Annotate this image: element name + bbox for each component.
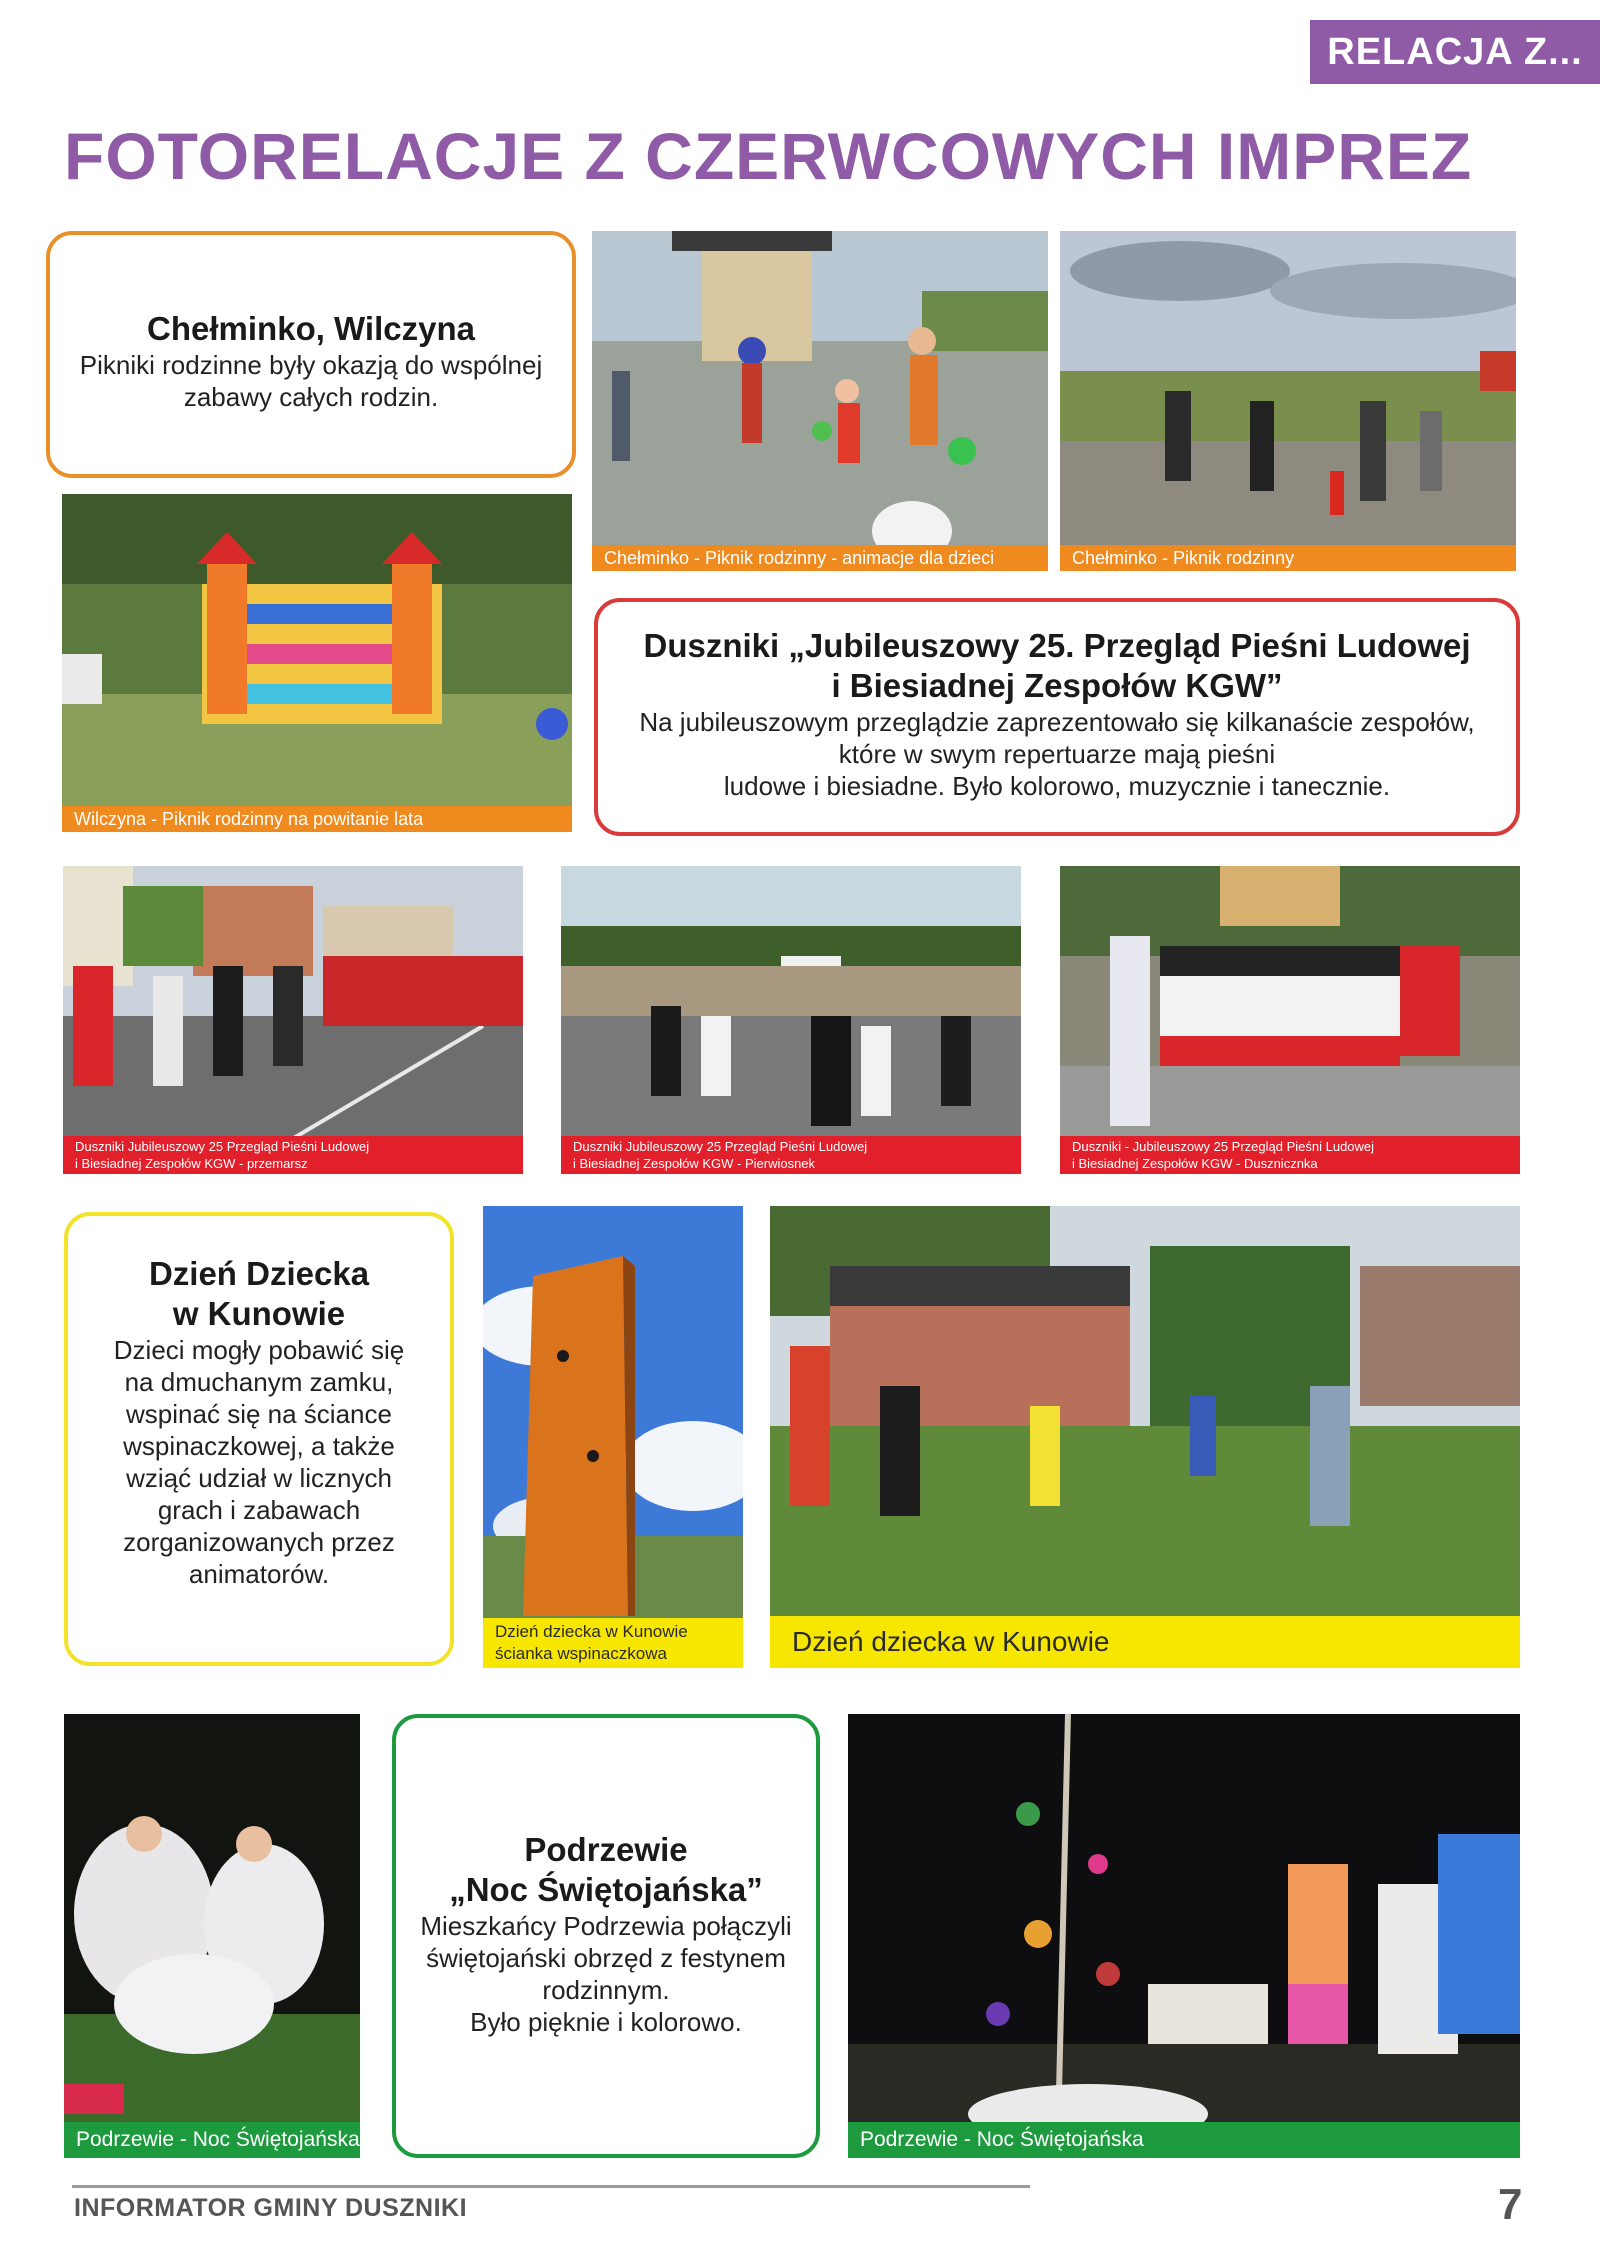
- photo-chelminko-animacje-image: [592, 231, 1048, 571]
- photo-caption-line1: Duszniki - Jubileuszowy 25 Przegląd Pieśni Ludowej: [1072, 1139, 1375, 1154]
- photo-duszniki-przemarsz: [63, 866, 523, 1174]
- section-tag: RELACJA Z...: [1310, 20, 1600, 84]
- photo-wilczyna-image: [62, 494, 572, 832]
- podrzewie-text-line1: Mieszkańcy Podrzewia połączyli świętojański obrzęd z festynem rodzinnym.: [420, 1911, 792, 2005]
- duszniki-text-line2: które w swym repertuarze mają pieśni: [838, 739, 1276, 769]
- duszniki-text-line1: Na jubileuszowym przeglądzie zaprezentowało się kilkanaście zespołów,: [639, 707, 1475, 737]
- photo-podrzewie-1-image: [64, 1714, 360, 2158]
- podrzewie-textbox: [392, 1714, 820, 2158]
- photo-duszniki-pierwiosnek: [561, 866, 1021, 1174]
- footer-divider: [72, 2185, 1030, 2188]
- podrzewie-text-line2: Było pięknie i kolorowo.: [470, 2007, 742, 2037]
- duszniki-text-line3: ludowe i biesiadne. Było kolorowo, muzycznie i tanecznie.: [723, 771, 1391, 801]
- duszniki-textbox: [594, 598, 1520, 836]
- photo-caption: [561, 1136, 1021, 1174]
- photo-caption-line2: ścianka wspinaczkowa: [495, 1644, 667, 1663]
- photo-podrzewie-1: [64, 1714, 360, 2158]
- dzien-dziecka-textbox: [64, 1212, 454, 1666]
- photo-caption-line1: Duszniki Jubileuszowy 25 Przegląd Pieśni Ludowej: [75, 1139, 370, 1154]
- footer-publication: INFORMATOR GMINY DUSZNIKI: [74, 2194, 468, 2222]
- photo-caption: [483, 1618, 743, 1668]
- photo-caption-line1: Duszniki Jubileuszowy 25 Przegląd Pieśni Ludowej: [573, 1139, 868, 1154]
- duszniki-title-line1: Duszniki „Jubileuszowy 25. Przegląd Pieśni Ludowej: [643, 627, 1471, 664]
- page-number: 7: [1498, 2180, 1523, 2229]
- photo-caption: Podrzewie - Noc Świętojańska: [848, 2122, 1520, 2158]
- photo-caption: Chełminko - Piknik rodzinny: [1060, 545, 1516, 571]
- chelminko-text: Pikniki rodzinne były okazją do wspólnej zabawy całych rodzin.: [79, 350, 543, 412]
- chelminko-textbox: [46, 231, 576, 478]
- photo-scianka-wspinaczkowa: [483, 1206, 743, 1668]
- photo-chelminko-animacje: [592, 231, 1048, 571]
- photo-caption-line2: i Biesiadnej Zespołów KGW - Pierwiosnek: [573, 1156, 816, 1171]
- dzien-dziecka-text: Dzieci mogły pobawić się na dmuchanym zamku, wspinać się na ściance wspinaczkowej, a także wziąć udział w licznych grach i zabawach zorganizowanych przez animatorów.: [113, 1335, 405, 1589]
- photo-dzien-dziecka: [770, 1206, 1520, 1668]
- photo-caption-line1: Dzień dziecka w Kunowie: [495, 1622, 688, 1641]
- photo-chelminko-piknik-image: [1060, 231, 1516, 571]
- page-title: FOTORELACJE Z CZERWCOWYCH IMPREZ: [64, 119, 1473, 193]
- photo-caption: Dzień dziecka w Kunowie: [770, 1616, 1520, 1668]
- photo-caption-line2: i Biesiadnej Zespołów KGW - Dusznicznka: [1072, 1156, 1318, 1171]
- photo-caption: [1060, 1136, 1520, 1174]
- photo-duszniki-dusznicznka-image: [1060, 866, 1520, 1174]
- photo-scianka-image: [483, 1206, 743, 1668]
- photo-chelminko-piknik: [1060, 231, 1516, 571]
- photo-caption: [63, 1136, 523, 1174]
- photo-duszniki-pierwiosnek-image: [561, 866, 1021, 1174]
- photo-podrzewie-2-image: [848, 1714, 1520, 2158]
- photo-dzien-dziecka-image: [770, 1206, 1520, 1668]
- chelminko-title: Chełminko, Wilczyna: [147, 310, 475, 347]
- photo-caption: Podrzewie - Noc Świętojańska: [64, 2122, 360, 2158]
- photo-wilczyna: [62, 494, 572, 832]
- duszniki-title-line2: i Biesiadnej Zespołów KGW”: [831, 667, 1283, 704]
- podrzewie-title-line2: „Noc Świętojańska”: [449, 1871, 763, 1908]
- dzien-dziecka-title-line2: w Kunowie: [172, 1295, 346, 1332]
- photo-podrzewie-2: [848, 1714, 1520, 2158]
- podrzewie-title-line1: Podrzewie: [524, 1831, 688, 1868]
- photo-duszniki-przemarsz-image: [63, 866, 523, 1174]
- photo-caption-line2: i Biesiadnej Zespołów KGW - przemarsz: [75, 1156, 308, 1171]
- photo-caption: Chełminko - Piknik rodzinny - animacje dla dzieci: [592, 545, 1048, 571]
- photo-duszniki-dusznicznka: [1060, 866, 1520, 1174]
- dzien-dziecka-title-line1: Dzień Dziecka: [148, 1255, 370, 1292]
- photo-caption: Wilczyna - Piknik rodzinny na powitanie lata: [62, 806, 572, 832]
